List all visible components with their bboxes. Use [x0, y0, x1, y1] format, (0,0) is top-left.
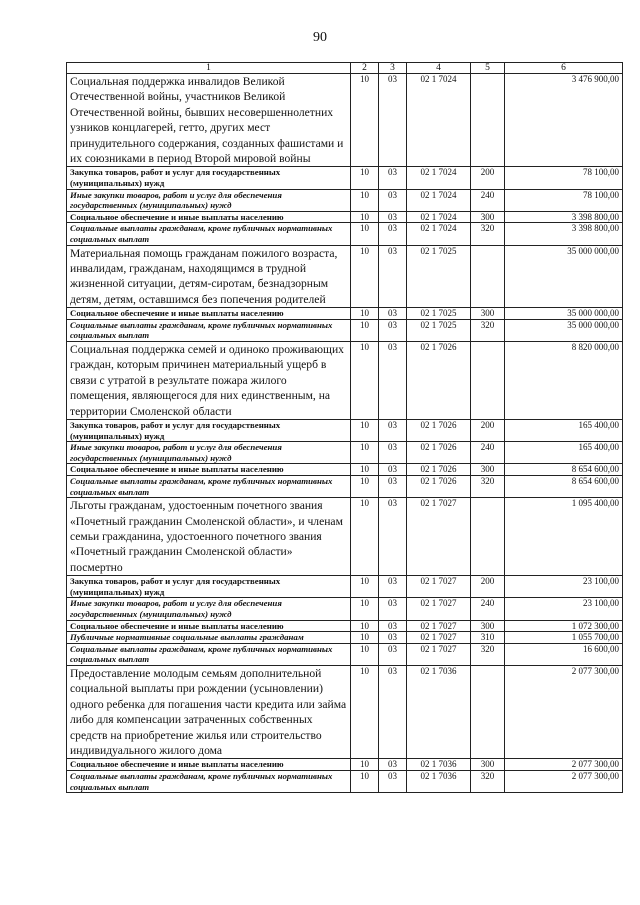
row-target-article: 02 1 7027 — [407, 498, 471, 576]
table-row — [67, 498, 623, 576]
row-target-article: 02 1 7027 — [407, 620, 471, 632]
row-amount: 35 000 000,00 — [505, 245, 623, 308]
row-subsection: 03 — [379, 74, 407, 167]
row-expense-type: 320 — [471, 223, 505, 245]
row-amount: 3 398 800,00 — [505, 211, 623, 223]
row-expense-type: 240 — [471, 598, 505, 620]
row-target-article: 02 1 7024 — [407, 189, 471, 211]
row-section: 10 — [351, 620, 379, 632]
row-subsection: 03 — [379, 598, 407, 620]
row-description: Социальные выплаты гражданам, кроме публичных нормативных социальных выплат — [67, 223, 351, 245]
table-row — [67, 620, 623, 632]
table-row — [67, 442, 623, 464]
row-expense-type: 200 — [471, 420, 505, 442]
row-subsection: 03 — [379, 464, 407, 476]
row-description: Социальное обеспечение и иные выплаты населению — [67, 620, 351, 632]
row-subsection: 03 — [379, 308, 407, 320]
row-expense-type — [471, 245, 505, 308]
table-row — [67, 576, 623, 598]
row-subsection: 03 — [379, 632, 407, 644]
table-row — [67, 308, 623, 320]
row-target-article: 02 1 7027 — [407, 632, 471, 644]
row-amount: 3 398 800,00 — [505, 223, 623, 245]
table-row — [67, 420, 623, 442]
row-section: 10 — [351, 598, 379, 620]
table-row — [67, 476, 623, 498]
row-amount: 23 100,00 — [505, 576, 623, 598]
row-description: Социальное обеспечение и иные выплаты населению — [67, 211, 351, 223]
row-subsection: 03 — [379, 576, 407, 598]
row-description: Социальное обеспечение и иные выплаты населению — [67, 759, 351, 771]
page-number: 90 — [313, 30, 327, 45]
row-section: 10 — [351, 308, 379, 320]
row-target-article: 02 1 7026 — [407, 464, 471, 476]
budget-table — [66, 62, 623, 793]
row-target-article: 02 1 7027 — [407, 643, 471, 665]
row-description: Социальные выплаты гражданам, кроме публичных нормативных социальных выплат — [67, 771, 351, 793]
row-description: Закупка товаров, работ и услуг для государственных (муниципальных) нужд — [67, 576, 351, 598]
table-row — [67, 665, 623, 758]
row-description: Социальное обеспечение и иные выплаты населению — [67, 308, 351, 320]
row-target-article: 02 1 7024 — [407, 211, 471, 223]
row-description: Иные закупки товаров, работ и услуг для обеспечения государственных (муниципальных) нужд — [67, 598, 351, 620]
row-section: 10 — [351, 771, 379, 793]
row-section: 10 — [351, 498, 379, 576]
row-subsection: 03 — [379, 167, 407, 189]
row-expense-type — [471, 665, 505, 758]
row-subsection: 03 — [379, 245, 407, 308]
row-amount: 78 100,00 — [505, 189, 623, 211]
table-row — [67, 342, 623, 420]
table-body — [67, 74, 623, 793]
row-section: 10 — [351, 211, 379, 223]
row-description: Иные закупки товаров, работ и услуг для обеспечения государственных (муниципальных) нужд — [67, 189, 351, 211]
row-section: 10 — [351, 643, 379, 665]
row-expense-type: 200 — [471, 576, 505, 598]
row-section: 10 — [351, 319, 379, 341]
row-section: 10 — [351, 576, 379, 598]
row-expense-type: 200 — [471, 167, 505, 189]
row-section: 10 — [351, 167, 379, 189]
row-amount: 2 077 300,00 — [505, 665, 623, 758]
table-row — [67, 245, 623, 308]
row-subsection: 03 — [379, 189, 407, 211]
row-amount: 8 654 600,00 — [505, 476, 623, 498]
row-target-article: 02 1 7036 — [407, 771, 471, 793]
row-expense-type: 240 — [471, 189, 505, 211]
row-amount: 23 100,00 — [505, 598, 623, 620]
header-col-5: 5 — [471, 63, 505, 74]
row-description: Закупка товаров, работ и услуг для государственных (муниципальных) нужд — [67, 167, 351, 189]
row-target-article: 02 1 7026 — [407, 420, 471, 442]
header-col-1: 1 — [67, 63, 351, 74]
row-expense-type: 300 — [471, 620, 505, 632]
row-expense-type: 300 — [471, 211, 505, 223]
row-amount: 2 077 300,00 — [505, 759, 623, 771]
row-description: Предоставление молодым семьям дополнительной социальной выплаты при рождении (усыновлении) одного ребенка для погашения части кредита или займа либо для компенсации затраченных собственных средств на приобретение жилья или строительство индивидуального жилого дома — [67, 665, 351, 758]
row-expense-type: 320 — [471, 319, 505, 341]
row-expense-type — [471, 342, 505, 420]
row-subsection: 03 — [379, 476, 407, 498]
row-expense-type: 320 — [471, 643, 505, 665]
row-expense-type: 320 — [471, 476, 505, 498]
row-section: 10 — [351, 442, 379, 464]
row-amount: 2 077 300,00 — [505, 771, 623, 793]
row-amount: 8 820 000,00 — [505, 342, 623, 420]
row-subsection: 03 — [379, 771, 407, 793]
row-subsection: 03 — [379, 643, 407, 665]
row-amount: 1 072 300,00 — [505, 620, 623, 632]
row-amount: 165 400,00 — [505, 442, 623, 464]
row-expense-type: 310 — [471, 632, 505, 644]
row-description: Льготы гражданам, удостоенным почетного звания «Почетный гражданин Смоленской области», и членам семьи гражданина, удостоенного почетного звания «Почетный гражданин Смоленской области» посмертно — [67, 498, 351, 576]
row-amount: 35 000 000,00 — [505, 319, 623, 341]
row-expense-type: 240 — [471, 442, 505, 464]
table-row — [67, 167, 623, 189]
row-subsection: 03 — [379, 420, 407, 442]
row-subsection: 03 — [379, 498, 407, 576]
table-row — [67, 464, 623, 476]
row-section: 10 — [351, 223, 379, 245]
row-target-article: 02 1 7025 — [407, 319, 471, 341]
row-target-article: 02 1 7026 — [407, 442, 471, 464]
table-row — [67, 211, 623, 223]
row-expense-type — [471, 74, 505, 167]
row-section: 10 — [351, 759, 379, 771]
table-row — [67, 632, 623, 644]
row-subsection: 03 — [379, 759, 407, 771]
header-col-4: 4 — [407, 63, 471, 74]
row-description: Социальные выплаты гражданам, кроме публичных нормативных социальных выплат — [67, 643, 351, 665]
table-row — [67, 643, 623, 665]
row-description: Социальная поддержка инвалидов Великой Отечественной войны, участников Великой Отечественной войны, бывших несовершеннолетних узников концлагерей, гетто, других мест принудительного содержания, созданных фашистами и их союзниками в период Второй мировой войны — [67, 74, 351, 167]
row-expense-type: 300 — [471, 759, 505, 771]
row-amount: 8 654 600,00 — [505, 464, 623, 476]
row-target-article: 02 1 7027 — [407, 576, 471, 598]
row-target-article: 02 1 7024 — [407, 167, 471, 189]
row-amount: 1 095 400,00 — [505, 498, 623, 576]
row-subsection: 03 — [379, 319, 407, 341]
row-description: Закупка товаров, работ и услуг для государственных (муниципальных) нужд — [67, 420, 351, 442]
row-target-article: 02 1 7027 — [407, 598, 471, 620]
row-expense-type — [471, 498, 505, 576]
row-subsection: 03 — [379, 620, 407, 632]
row-expense-type: 320 — [471, 771, 505, 793]
row-section: 10 — [351, 665, 379, 758]
row-subsection: 03 — [379, 211, 407, 223]
row-section: 10 — [351, 245, 379, 308]
row-section: 10 — [351, 632, 379, 644]
row-subsection: 03 — [379, 342, 407, 420]
row-target-article: 02 1 7025 — [407, 245, 471, 308]
table-row — [67, 223, 623, 245]
row-amount: 35 000 000,00 — [505, 308, 623, 320]
row-description: Иные закупки товаров, работ и услуг для обеспечения государственных (муниципальных) нужд — [67, 442, 351, 464]
row-amount: 16 600,00 — [505, 643, 623, 665]
row-section: 10 — [351, 476, 379, 498]
row-section: 10 — [351, 342, 379, 420]
table-row — [67, 319, 623, 341]
budget-table-container — [66, 62, 622, 793]
row-description: Публичные нормативные социальные выплаты гражданам — [67, 632, 351, 644]
table-row — [67, 759, 623, 771]
row-target-article: 02 1 7036 — [407, 665, 471, 758]
table-row — [67, 74, 623, 167]
row-subsection: 03 — [379, 665, 407, 758]
row-description: Материальная помощь гражданам пожилого возраста, инвалидам, гражданам, находящимся в трудной жизненной ситуации, детям-сиротам, безнадзорным детям, детям, оставшимся без попечения родителей — [67, 245, 351, 308]
table-row — [67, 189, 623, 211]
row-description: Социальная поддержка семей и одиноко проживающих граждан, которым причинен материальный ущерб в связи с утратой в результате пожара жилого помещения, являющегося для них единственным, на территории Смоленской области — [67, 342, 351, 420]
row-expense-type: 300 — [471, 464, 505, 476]
row-target-article: 02 1 7024 — [407, 223, 471, 245]
row-amount: 78 100,00 — [505, 167, 623, 189]
row-target-article: 02 1 7026 — [407, 342, 471, 420]
row-amount: 3 476 900,00 — [505, 74, 623, 167]
row-target-article: 02 1 7026 — [407, 476, 471, 498]
row-amount: 1 055 700,00 — [505, 632, 623, 644]
row-subsection: 03 — [379, 223, 407, 245]
header-col-2: 2 — [351, 63, 379, 74]
row-section: 10 — [351, 420, 379, 442]
row-target-article: 02 1 7025 — [407, 308, 471, 320]
row-subsection: 03 — [379, 442, 407, 464]
row-amount: 165 400,00 — [505, 420, 623, 442]
table-header-row — [67, 63, 623, 74]
table-row — [67, 771, 623, 793]
row-description: Социальные выплаты гражданам, кроме публичных нормативных социальных выплат — [67, 319, 351, 341]
row-target-article: 02 1 7036 — [407, 759, 471, 771]
row-section: 10 — [351, 74, 379, 167]
row-expense-type: 300 — [471, 308, 505, 320]
row-description: Социальное обеспечение и иные выплаты населению — [67, 464, 351, 476]
row-section: 10 — [351, 189, 379, 211]
row-section: 10 — [351, 464, 379, 476]
row-description: Социальные выплаты гражданам, кроме публичных нормативных социальных выплат — [67, 476, 351, 498]
header-col-3: 3 — [379, 63, 407, 74]
row-target-article: 02 1 7024 — [407, 74, 471, 167]
header-col-6: 6 — [505, 63, 623, 74]
table-row — [67, 598, 623, 620]
